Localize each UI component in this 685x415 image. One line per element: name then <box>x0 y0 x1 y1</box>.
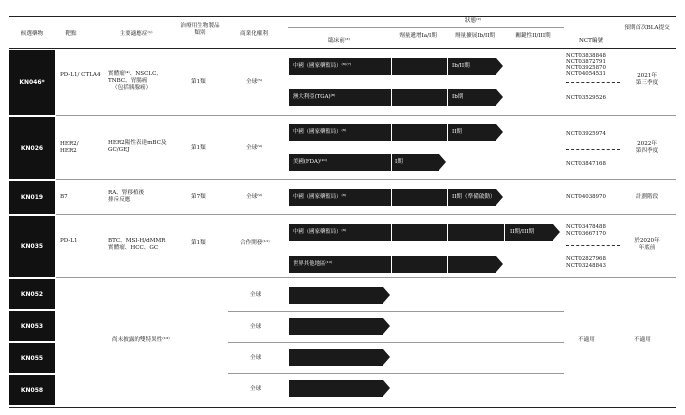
bar-kn035-china-label: 中國（國家藥監局）⁽⁶⁾ <box>293 229 347 235</box>
bar-divider <box>504 224 505 241</box>
bar-kn035-china-arrow <box>553 224 560 240</box>
bar-divider <box>391 89 392 106</box>
indication-kn026-line2: GC/GEJ <box>108 147 130 153</box>
rights-kn058: 全球 <box>250 386 262 392</box>
bar-kn058 <box>289 380 383 397</box>
candidate-kn055: KN055 <box>9 343 55 373</box>
row-rule <box>56 214 676 215</box>
bar-kn026-china-label: 中國（國家藥監局）⁽⁶⁾ <box>293 129 347 135</box>
indication-kn035-line1: BTC、MSI-H/dMMR <box>108 238 166 244</box>
header-status: 狀態⁽²⁾ <box>464 18 482 24</box>
nct-kn046-5: NCT03529526 <box>566 95 606 101</box>
bar-kn052-arrow <box>383 287 390 303</box>
preclinical-note: 尚未披露的雙特異性⁽¹³⁾ <box>112 337 170 343</box>
bar-kn019-china-stage: II期（準備啟動） <box>452 194 496 200</box>
bar-kn046-australia-stage: Ib期 <box>452 94 464 100</box>
nct-divider <box>566 149 620 150</box>
candidate-kn058: KN058 <box>9 375 55 405</box>
bar-kn026-usa-arrow <box>439 154 446 170</box>
bar-kn026-usa <box>289 154 439 171</box>
treatment-line-kn019: 第7類 <box>191 194 206 200</box>
indication-kn026-line1: HER2陽性表達mBC及 <box>108 140 167 146</box>
target-kn026: HER2/ HER2 <box>60 141 79 154</box>
rights-kn026: 全球⁽⁹⁾ <box>246 145 263 151</box>
rights-kn052: 全球 <box>250 292 262 298</box>
bar-kn055-arrow <box>383 349 390 365</box>
header-commercial-rights: 商業化權利 <box>240 31 268 37</box>
indication-kn019-line2: 排斥反應 <box>108 197 131 203</box>
indication-kn019-line1: RA、腎移植後 <box>108 190 145 196</box>
header-status-rule <box>288 27 564 28</box>
bar-divider <box>391 58 392 75</box>
target-kn035: PD-L1 <box>60 238 78 244</box>
candidate-kn052: KN052 <box>9 279 55 309</box>
target-kn046: PD-L1/ CTLA4 <box>60 72 101 78</box>
bar-kn053-arrow <box>383 318 390 334</box>
rights-kn046: 全球⁽⁵⁾ <box>246 79 263 85</box>
bar-divider <box>391 124 392 141</box>
bar-kn026-usa-label: 美國(FDA)⁽¹⁰⁾ <box>293 159 327 165</box>
header-dose-escalation: 劑量遞增Ia/I期 <box>399 33 437 39</box>
header-candidate: 候選藥物 <box>20 31 44 37</box>
header-dose-expansion: 劑量擴展Ib/II期 <box>454 33 496 39</box>
bla-kn046-line1: 2021年 <box>637 73 657 79</box>
bla-kn026-line1: 2022年 <box>637 141 657 147</box>
indication-kn035-line2: 實體瘤、HCC、GC <box>108 245 159 251</box>
nct-kn035-3: NCT02827968 <box>566 256 606 262</box>
bar-kn058-arrow <box>383 380 390 396</box>
bar-divider <box>391 189 392 206</box>
bar-kn046-australia-label: 澳大利亞(TGA)⁽⁸⁾ <box>293 94 336 100</box>
bla-kn035-line1: 於2020年 <box>634 238 660 244</box>
nct-kn035-1: NCT03478488 <box>566 224 606 230</box>
nct-kn026-2: NCT03847168 <box>566 161 606 167</box>
bar-kn035-row-arrow <box>496 256 503 272</box>
bar-kn046-australia <box>289 89 496 106</box>
bar-kn052 <box>289 287 383 304</box>
bla-kn019: 計劃階段 <box>635 194 659 200</box>
header-pivotal: 關鍵性II/III期 <box>515 33 551 39</box>
bar-divider <box>447 124 448 141</box>
nct-preclinical: 不適用 <box>578 337 595 343</box>
bar-kn026-china-stage: II期 <box>452 129 463 135</box>
bar-divider <box>447 189 448 206</box>
bar-divider <box>391 224 392 241</box>
header-indication: 主要適應症⁽¹⁾ <box>119 31 153 37</box>
treatment-line-kn046: 第1類 <box>191 79 206 85</box>
header-treatment-line: 治療用生物製品類別 <box>180 23 220 36</box>
nct-kn026-1: NCT03925974 <box>566 131 606 137</box>
nct-kn046-2: NCT03872791 <box>566 59 606 65</box>
rights-kn055: 全球 <box>250 355 262 361</box>
bar-kn055 <box>289 349 383 366</box>
header-top-rule <box>9 16 676 17</box>
indication-kn046-line3: （包括胰腺癌） <box>112 85 152 91</box>
target-kn019: B7 <box>60 194 68 200</box>
bar-kn019-china-arrow <box>496 189 503 205</box>
candidate-kn035: KN035 <box>9 216 55 277</box>
nct-kn035-4: NCT03248843 <box>566 263 606 269</box>
bar-kn035-row-label: 世界其他地區⁽¹²⁾ <box>293 261 333 267</box>
bar-kn019-china-label: 中國（國家藥監局）⁽⁶⁾ <box>293 194 347 200</box>
candidate-kn053: KN053 <box>9 311 55 341</box>
bar-kn046-china-label: 中國（國家藥監局）⁽⁶⁾⁽⁷⁾ <box>293 63 352 69</box>
candidate-kn019: KN019 <box>9 181 55 214</box>
indication-kn046-line1: 實體瘤⁽⁴⁾、NSCLC、 <box>108 71 162 77</box>
header-nct: NCT編號 <box>578 38 604 44</box>
bar-divider <box>447 224 448 241</box>
bar-kn035-row <box>289 256 496 273</box>
bar-kn026-usa-stage: I期 <box>395 159 403 165</box>
bar-kn026-china-arrow <box>496 124 503 140</box>
row-rule <box>56 179 676 180</box>
nct-divider <box>566 245 620 246</box>
nct-kn035-2: NCT03667170 <box>566 231 606 237</box>
nct-kn046-4: NCT04054531 <box>566 71 606 77</box>
header-bottom-rule <box>9 48 676 49</box>
bar-divider <box>391 256 392 273</box>
bar-divider <box>447 89 448 106</box>
rights-kn053: 全球 <box>250 324 262 330</box>
header-target: 靶點 <box>65 31 77 37</box>
table-bottom-rule <box>9 407 676 408</box>
rights-kn035: 合作開發⁽¹¹⁾ <box>240 240 270 246</box>
bar-kn035-china-stage: II期/III期 <box>510 229 535 235</box>
bar-kn053 <box>289 318 383 335</box>
bar-kn046-australia-arrow <box>496 89 503 105</box>
bar-kn046-china-arrow <box>496 58 503 74</box>
bla-kn046-line2: 第三季度 <box>635 80 659 86</box>
nct-divider <box>566 82 620 83</box>
treatment-line-kn026: 第1類 <box>191 145 206 151</box>
row-rule <box>228 311 564 312</box>
bar-kn046-china-stage: Ib/II期 <box>452 63 470 69</box>
bar-divider <box>447 256 448 273</box>
rights-kn019: 全球⁽⁹⁾ <box>246 194 263 200</box>
bla-kn026-line2: 第四季度 <box>635 148 659 154</box>
candidate-kn026: KN026 <box>9 117 55 179</box>
row-rule <box>56 115 676 116</box>
bla-preclinical: 不適用 <box>634 337 651 343</box>
indication-kn046-line2: TNBC、胃腸癌 <box>108 78 148 84</box>
nct-kn046-3: NCT03925870 <box>566 65 606 71</box>
candidate-kn046: KN046* <box>9 50 55 115</box>
nct-kn046-1: NCT03838848 <box>566 53 606 59</box>
header-preclinical: 臨床前⁽³⁾ <box>328 38 350 44</box>
row-rule <box>228 342 564 343</box>
treatment-line-kn035: 第1類 <box>191 240 206 246</box>
row-rule <box>228 373 564 374</box>
bar-divider <box>447 58 448 75</box>
header-bla: 預期首次BLA提交 <box>624 25 670 31</box>
row-rule <box>56 277 676 278</box>
bar-divider <box>391 154 392 171</box>
nct-kn019-1: NCT04038970 <box>566 194 606 200</box>
bar-kn026-china <box>289 124 496 141</box>
bla-kn035-line2: 年底前 <box>638 245 656 251</box>
